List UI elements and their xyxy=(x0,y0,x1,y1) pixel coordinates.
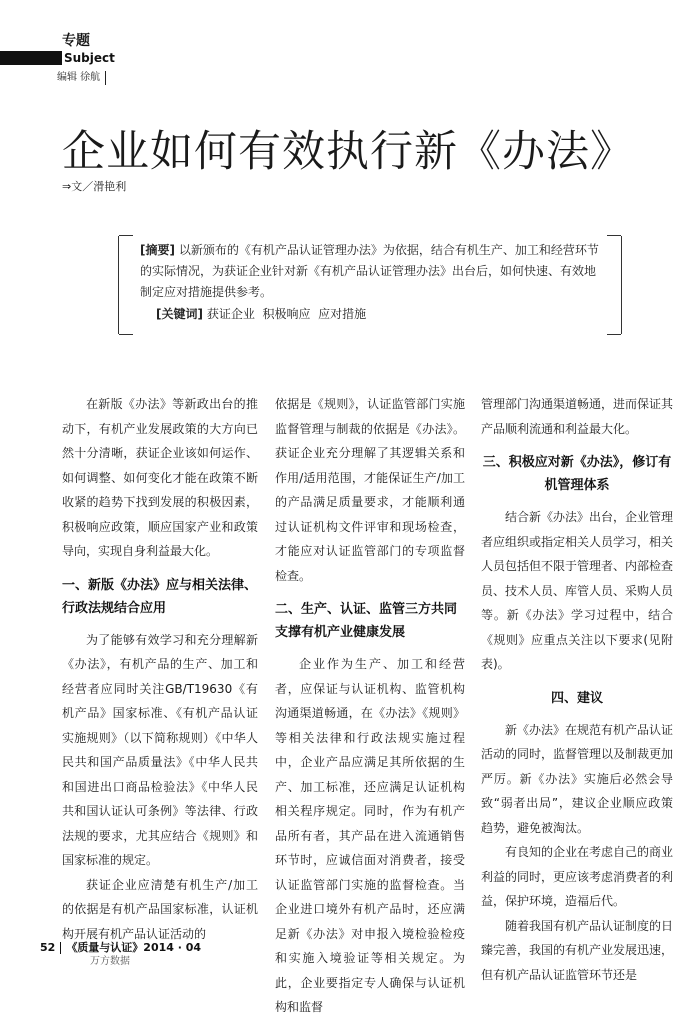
abstract-label: [摘要] xyxy=(140,243,175,257)
page-number: 52 xyxy=(40,941,56,954)
column-2 xyxy=(275,392,465,1020)
section-heading-2: 二、生产、认证、监管三方共同支撑有机产业健康发展 xyxy=(275,602,458,640)
article-author: ⇒文／滑艳利 xyxy=(62,180,127,193)
abstract xyxy=(140,240,602,303)
paragraph: 有良知的企业在考虑自己的商业利益的同时，更应该考虑消费者的利益，保护环境，造福后代。 xyxy=(481,845,674,908)
article-title: 企业如何有效执行新《办法》 xyxy=(62,127,634,177)
paragraph: 新《办法》在规范有机产品认证活动的同时，监督管理以及制裁更加严厉。新《办法》实施后必然会导致“弱者出局”，建议企业顺应政策趋势，避免被淘汰。 xyxy=(481,722,674,835)
paragraph: 管理部门沟通渠道畅通，进而保证其产品顺利流通和利益最大化。 xyxy=(481,397,674,436)
footer-divider xyxy=(60,942,61,954)
journal-issue: 《质量与认证》2014 · 04 xyxy=(66,941,202,954)
paragraph: 在新版《办法》等新政出台的推动下，有机产业发展政策的大方向已然十分清晰，获证企业该如何运作、如何调整、如何变化才能在政策不断收紧的趋势下找到发展的积极因素，积极响应政策，顺应国家产业和政策导向，实现自身利益最大化。 xyxy=(62,397,258,558)
keywords xyxy=(156,304,366,325)
keywords-text: 获证企业 积极响应 应对措施 xyxy=(206,307,367,321)
editor-credit: 编辑 徐航 xyxy=(57,71,106,85)
paragraph: 获证企业应清楚有机生产/加工的依据是有机产品国家标准，认证机构开展有机产品认证活动的 xyxy=(62,877,258,941)
paragraph: 结合新《办法》出台，企业管理者应组织或指定相关人员学习，相关人员包括但不限于管理者、内部检查员、技术人员、库管人员、采购人员等。新《办法》学习过程中，结合《规则》应重点关注以下要求(见附表)。 xyxy=(481,510,674,671)
keywords-label: [关键词] xyxy=(156,307,203,321)
paragraph: 企业作为生产、加工和经营者，应保证与认证机构、监管机构沟通渠道畅通，在《办法》《规则》等相关法律和行政法规实施过程中，企业产品应满足其所依据的生产、加工标准，还应满足认证机构相关程序规定。同时，作为有机产品所有者，其产品在进入流通销售环节时，应诚信面对消费者，接受认证监管部门实施的监督检查。当企业进口境外有机产品时，还应满足新《办法》对申报入境检验检疫和实施入境验证等相关规定。为此，企业要指定专人确保与认证机构和监督 xyxy=(275,657,465,1014)
section-heading-4: 四、建议 xyxy=(550,690,603,706)
watermark: 万方数据 xyxy=(90,956,130,967)
paragraph: 依据是《规则》，认证监管部门实施监督管理与制裁的依据是《办法》。获证企业充分理解了其逻辑关系和作用/适用范围，才能保证生产/加工的产品满足质量要求，才能顺利通过认证机构文件评审和现场检查，才能应对认证监管部门的专项监督检查。 xyxy=(275,397,465,583)
paragraph: 随着我国有机产品认证制度的日臻完善，我国的有机产业发展迅速，但有机产品认证监管环节还是 xyxy=(481,918,674,982)
column-1 xyxy=(62,392,258,946)
column-3 xyxy=(481,392,673,987)
section-bar xyxy=(0,51,62,65)
paragraph: 为了能够有效学习和充分理解新《办法》，有机产品的生产、加工和经营者应同时关注GB/T19630《有机产品》国家标准、《有机产品认证实施规则》（以下简称规则）《中华人民共和国产品质量法》《中华人民共和国进出口商品检验法》《中华人民共和国认证认可条例》等法律、行政法规的要求，尤其应结合《规则》和国家标准的规定。 xyxy=(62,632,258,867)
section-heading-3: 三、积极应对新《办法》，修订有机管理体系 xyxy=(482,455,672,493)
section-heading-1: 一、新版《办法》应与相关法律、行政法规结合应用 xyxy=(62,577,258,616)
section-title-zh: 专题 xyxy=(62,33,90,49)
section-title-en: Subject xyxy=(64,51,115,65)
abstract-text: 以新颁布的《有机产品认证管理办法》为依据，结合有机生产、加工和经营环节的实际情况，为获证企业针对新《有机产品认证管理办法》出台后，如何快速、有效地制定应对措施提供参考。 xyxy=(140,243,599,299)
